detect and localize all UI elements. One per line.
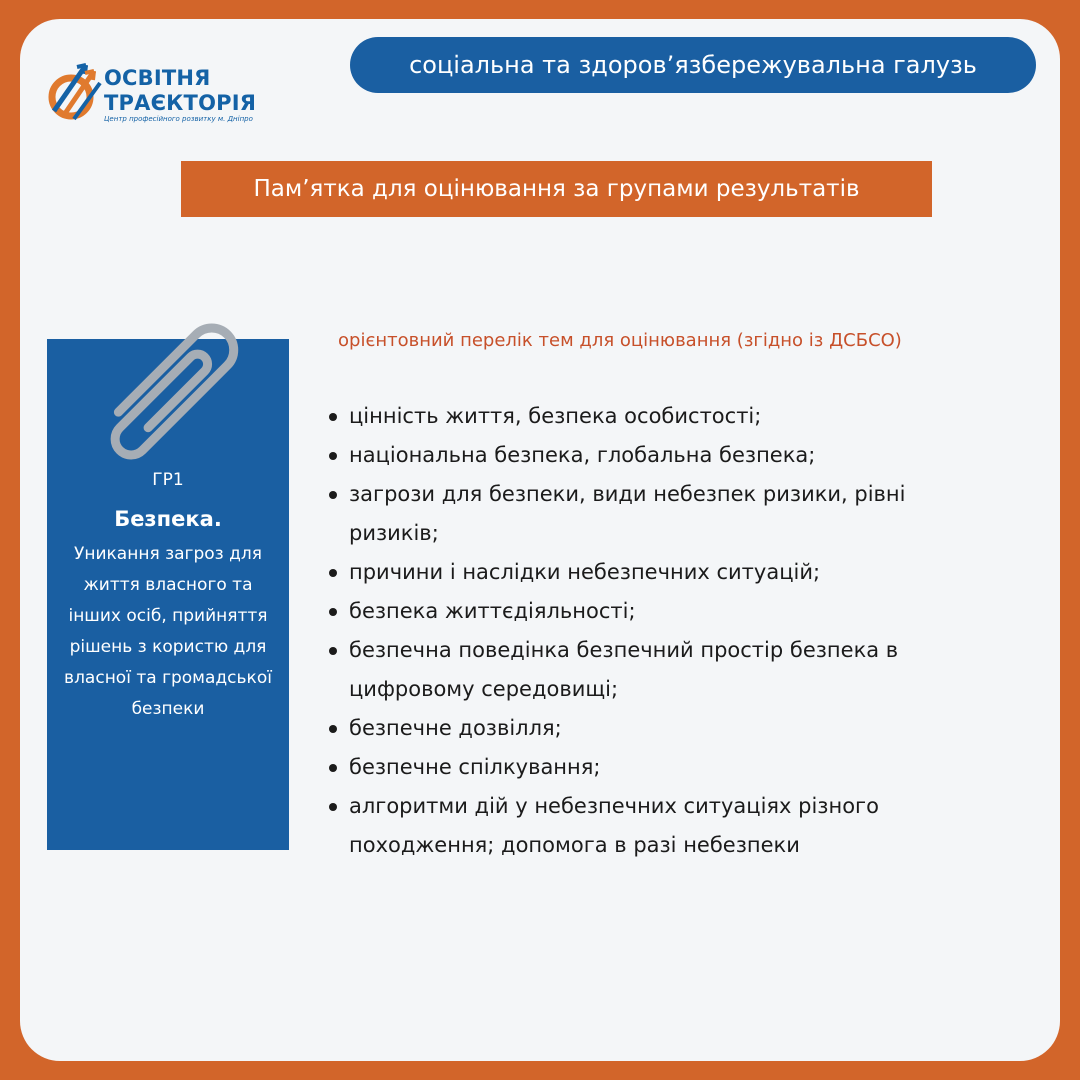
topic-line: безпечна поведінка безпечний простір безпека в [349,638,899,662]
group-code: ГР1 [152,470,184,490]
bullet-icon [329,491,337,499]
topic-line: безпечне дозвілля; [349,716,562,740]
logo [44,49,257,129]
logo-title-line1: ОСВІТНЯ [104,66,211,90]
topic-line: ризиків; [349,521,439,545]
bullet-icon [329,452,337,460]
group-name: Безпека. [114,507,222,531]
bullet-icon [329,569,337,577]
group-description-line: власної та громадської [64,668,272,688]
bullet-icon [329,608,337,616]
topic-line: національна безпека, глобальна безпека; [349,443,816,467]
topic-item [328,592,968,631]
group-description-line: безпеки [131,699,205,719]
group-description [53,539,283,725]
content-card [20,19,1060,1061]
page-title: Пам’ятка для оцінювання за групами результатів [181,161,932,217]
topic-line: загрози для безпеки, види небезпек ризики, рівні [349,482,906,506]
group-description-line: життя власного та [83,575,253,595]
paperclip-icon [80,301,260,471]
topics-subtitle: орієнтовний перелік тем для оцінювання (згідно із ДСБСО) [338,330,902,351]
topic-line: алгоритми дій у небезпечних ситуаціях різного [349,794,879,818]
logo-tagline: Центр професійного розвитку м. Дніпро [104,115,253,123]
topics-list [328,397,968,865]
bullet-icon [329,725,337,733]
bullet-icon [329,647,337,655]
rising-arrows-logo-icon [44,49,104,129]
topic-line: цінність життя, безпека особистості; [349,404,762,428]
topic-item [328,709,968,748]
topic-line: походження; допомога в разі небезпеки [349,833,800,857]
bullet-icon [329,764,337,772]
topic-item [328,748,968,787]
topic-line: цифровому середовищі; [349,677,619,701]
topic-line: безпечне спілкування; [349,755,601,779]
topic-item [328,475,968,553]
bullet-icon [329,413,337,421]
sector-badge: соціальна та здоров’язбережувальна галузь [350,37,1036,93]
group-description-line: Уникання загроз для [74,544,262,564]
group-description-line: інших осіб, прийняття [68,606,268,626]
group-description-line: рішень з користю для [69,637,267,657]
logo-title-line2: ТРАЄКТОРІЯ [104,91,257,115]
topic-item [328,787,968,865]
bullet-icon [329,803,337,811]
topic-item [328,553,968,592]
topic-line: безпека життєдіяльності; [349,599,636,623]
topic-item [328,631,968,709]
topic-item [328,436,968,475]
topic-line: причини і наслідки небезпечних ситуацій; [349,560,821,584]
topic-item [328,397,968,436]
